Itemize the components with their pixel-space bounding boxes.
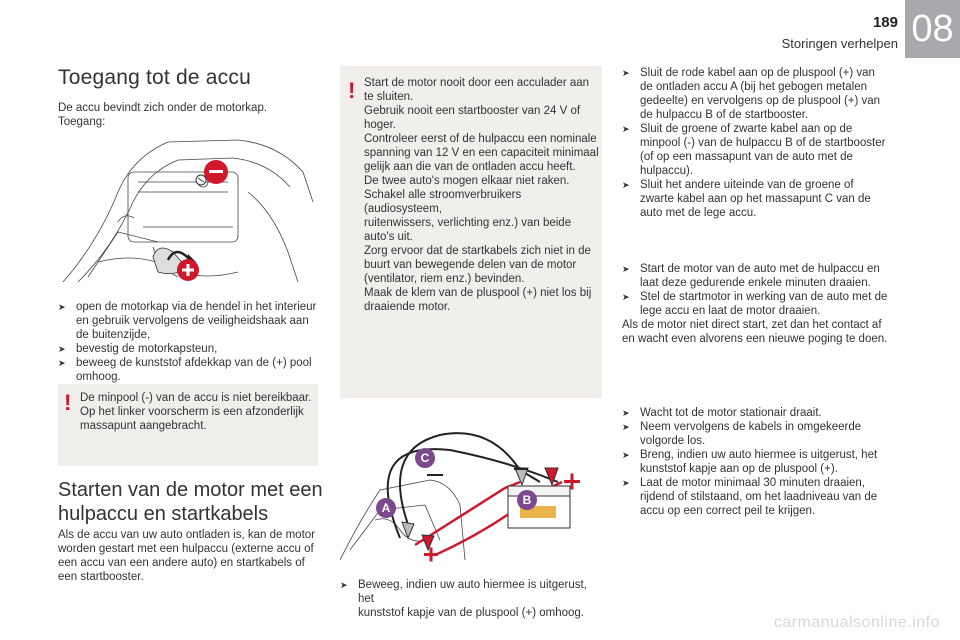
jump-start-intro: Als de accu van uw auto ontladen is, kan de motor worden gestart met een hulpaccu (externe accu of een accu van een andere auto) en startkabels of een startbooster.	[58, 529, 315, 583]
step-item: ➤ Stel de startmotor in werking van de auto met de lege accu en laat de motor draaien.	[622, 291, 888, 317]
section-title-battery-access: Toegang tot de accu	[58, 66, 251, 89]
chapter-number-tab: 08	[905, 0, 960, 58]
step-item: ➤ Beweeg, indien uw auto hiermee is uitgerust, het kunststof kapje van de pluspool (+) omhoog.	[340, 579, 587, 619]
disconnect-steps	[622, 406, 892, 518]
battery-intro: De accu bevindt zich onder de motorkap. Toegang:	[58, 102, 268, 128]
step-item: ➤ Sluit het andere uiteinde van de groene of zwarte kabel aan op het massapunt C van de auto met de lege accu.	[622, 179, 871, 219]
warning-box-jump-start: ! Start de motor nooit door een acculader aan te sluiten. Gebruik nooit een startbooster van 24 V of hoger. Controleer eerst of de hulpaccu een nominale spanning van 12 V en een capaciteit minimaal gelijk aan die van de ontladen accu heeft. De twee auto's mogen elkaar niet raken. Schakel alle stroomverbruikers (audiosysteem, ruitenwissers, verlichting enz.) van beide auto's uit. Zorg ervoor dat de startkabels zich niet in de buurt van bewegende delen van de motor (ventilator, riem enz.) bevinden. Maak de klem van de pluspool (+) niet los bij draaiende motor.	[340, 66, 602, 398]
page-number: 189	[872, 14, 898, 31]
chapter-title: Storingen verhelpen	[781, 36, 898, 51]
step-item: ➤ Breng, indien uw auto hiermee is uitgerust, het kunststof kapje aan op de pluspool (+).	[622, 449, 878, 475]
section-title-jump-start: Starten van de motor met een hulpaccu en startkabels	[58, 479, 323, 525]
warning-icon: !	[348, 78, 356, 103]
step-item: ➤ Sluit de groene of zwarte kabel aan op de minpool (-) van de hulpaccu B of de startbooster (of op een massapunt van de auto met de hulpaccu).	[622, 123, 886, 177]
engine-bay-illustration	[58, 132, 318, 290]
start-engine-steps	[622, 262, 892, 318]
step-item: ➤ Wacht tot de motor stationair draait.	[622, 407, 822, 419]
label-b: B	[522, 493, 532, 507]
step-item: ➤ Sluit de rode kabel aan op de pluspool (+) van de ontladen accu A (bij het gebogen metalen gedeelte) en vervolgens op de pluspool (+) van de hulpaccu B of de startbooster.	[622, 67, 881, 121]
restart-note: Als de motor niet direct start, zet dan het contact af en wacht even alvorens een nieuwe poging te doen.	[622, 319, 888, 345]
step-item: ➤ open de motorkap via de hendel in het interieur en gebruik vervolgens de veiligheidshaak aan de buitenzijde,	[58, 301, 317, 341]
watermark: carmanualsonline.info	[773, 614, 940, 631]
step-item: ➤ beweeg de kunststof afdekkap van de (+) pool omhoog.	[58, 357, 312, 383]
step-item: ➤ Laat de motor minimaal 30 minuten draaien, rijdend of stilstaand, om het laadniveau van de accu op een correct peil te krijgen.	[622, 477, 878, 517]
step-item: ➤ bevestig de motorkapsteun,	[58, 343, 218, 355]
connect-cable-steps	[622, 66, 892, 220]
warning-icon: !	[64, 390, 72, 415]
jump-start-illustration	[340, 410, 602, 570]
plus-cap-step	[340, 578, 602, 620]
label-c: C	[420, 451, 430, 465]
warning-box-minus-pole: ! De minpool (-) van de accu is niet bereikbaar. Op het linker voorscherm is een afzonderlijk massapunt aangebracht.	[58, 384, 318, 466]
step-item: ➤ Neem vervolgens de kabels in omgekeerde volgorde los.	[622, 421, 862, 447]
step-item: ➤ Start de motor van de auto met de hulpaccu en laat deze gedurende enkele minuten draaien.	[622, 263, 880, 289]
battery-access-steps	[58, 300, 318, 384]
label-a: A	[381, 501, 391, 515]
